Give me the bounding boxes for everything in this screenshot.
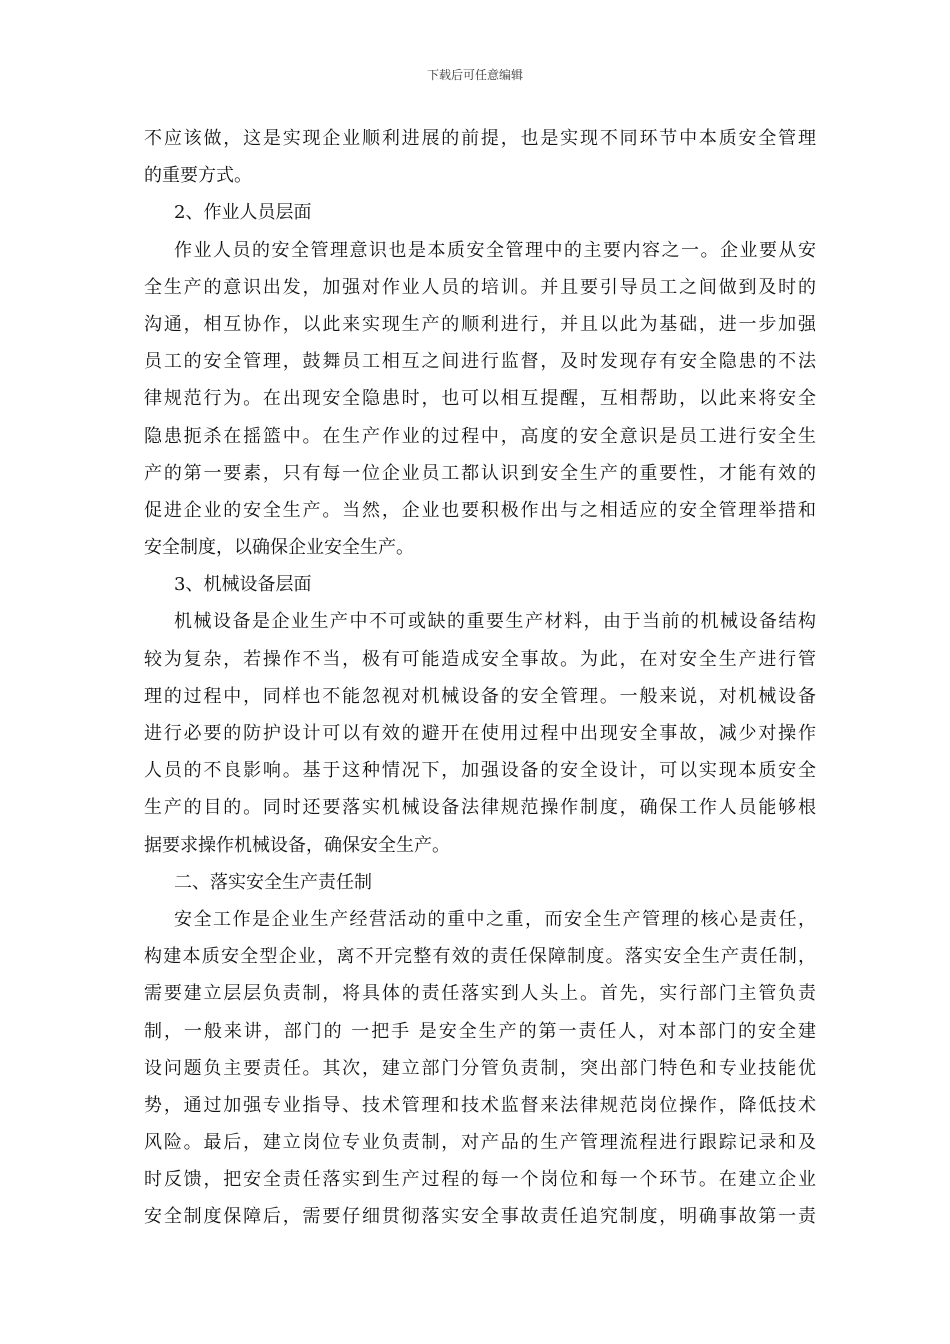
text-line: 据要求操作机械设备，确保安全生产。	[144, 834, 450, 856]
text-line: 机械设备是企业生产中不可或缺的重要生产材料，由于当前的机械设备结构	[174, 611, 816, 633]
text-line: 作业人员的安全管理意识也是本质安全管理中的主要内容之一。企业要从安	[174, 239, 816, 261]
text-line: 生产的目的。同时还要落实机械设备法律规范操作制度，确保工作人员能够根	[144, 797, 816, 819]
text-line: 促进企业的安全生产。当然，企业也要积极作出与之相适应的安全管理举措和	[144, 499, 816, 521]
text-line: 较为复杂，若操作不当，极有可能造成安全事故。为此，在对安全生产进行管	[144, 648, 816, 670]
text-line: 制，一般来讲，部门的 一把手 是安全生产的第一责任人，对本部门的安全建	[144, 1020, 816, 1042]
text-line: 员工的安全管理，鼓舞员工相互之间进行监督，及时发现存有安全隐患的不法	[144, 351, 816, 373]
text-line: 沟通，相互协作，以此来实现生产的顺利进行，并且以此为基础，进一步加强	[144, 313, 816, 335]
text-line: 构建本质安全型企业，离不开完整有效的责任保障制度。落实安全生产责任制，	[144, 946, 816, 968]
text-line: 安全工作是企业生产经营活动的重中之重，而安全生产管理的核心是责任，	[174, 908, 816, 930]
text-line: 理的过程中，同样也不能忽视对机械设备的安全管理。一般来说，对机械设备	[144, 685, 816, 707]
text-line: 不应该做，这是实现企业顺利进展的前提，也是实现不同环节中本质安全管理	[144, 128, 816, 149]
text-line: 设问题负主要责任。其次，建立部门分管负责制，突出部门特色和专业技能优	[144, 1057, 816, 1079]
body-text	[144, 120, 816, 1236]
text-line: 的重要方式。	[144, 165, 252, 187]
text-line: 势，通过加强专业指导、技术管理和技术监督来法律规范岗位操作，降低技术	[144, 1094, 816, 1116]
text-line: 全生产的意识出发，加强对作业人员的培训。并且要引导员工之间做到及时的	[144, 276, 816, 298]
text-line: 安全制度保障后，需要仔细贯彻落实安全事故责任追究制度，明确事故第一责	[144, 1206, 816, 1228]
text-line: 隐患扼杀在摇篮中。在生产作业的过程中，高度的安全意识是员工进行安全生	[144, 425, 816, 447]
text-line: 律规范行为。在出现安全隐患时，也可以相互提醒，互相帮助，以此来将安全	[144, 388, 816, 410]
text-line: 人员的不良影响。基于这种情况下，加强设备的安全设计，可以实现本质安全	[144, 760, 816, 782]
text-line: 安全制度，以确保企业安全生产。	[144, 537, 414, 559]
text-line: 风险。最后，建立岗位专业负责制，对产品的生产管理流程进行跟踪记录和及	[144, 1132, 816, 1154]
section-heading: 3、机械设备层面	[174, 574, 312, 596]
text-line: 进行必要的防护设计可以有效的避开在使用过程中出现安全事故，减少对操作	[144, 723, 816, 744]
section-heading: 2、作业人员层面	[174, 202, 312, 224]
section-heading: 二、落实安全生产责任制	[174, 871, 372, 893]
text-line: 时反馈，把安全责任落实到生产过程的每一个岗位和每一个环节。在建立企业	[144, 1169, 816, 1191]
page-header: 下载后可任意编辑	[426, 68, 523, 82]
text-line: 产的第一要素，只有每一位企业员工都认识到安全生产的重要性，才能有效的	[144, 462, 816, 484]
text-line: 需要建立层层负责制，将具体的责任落实到人头上。首先，实行部门主管负责	[144, 983, 816, 1005]
